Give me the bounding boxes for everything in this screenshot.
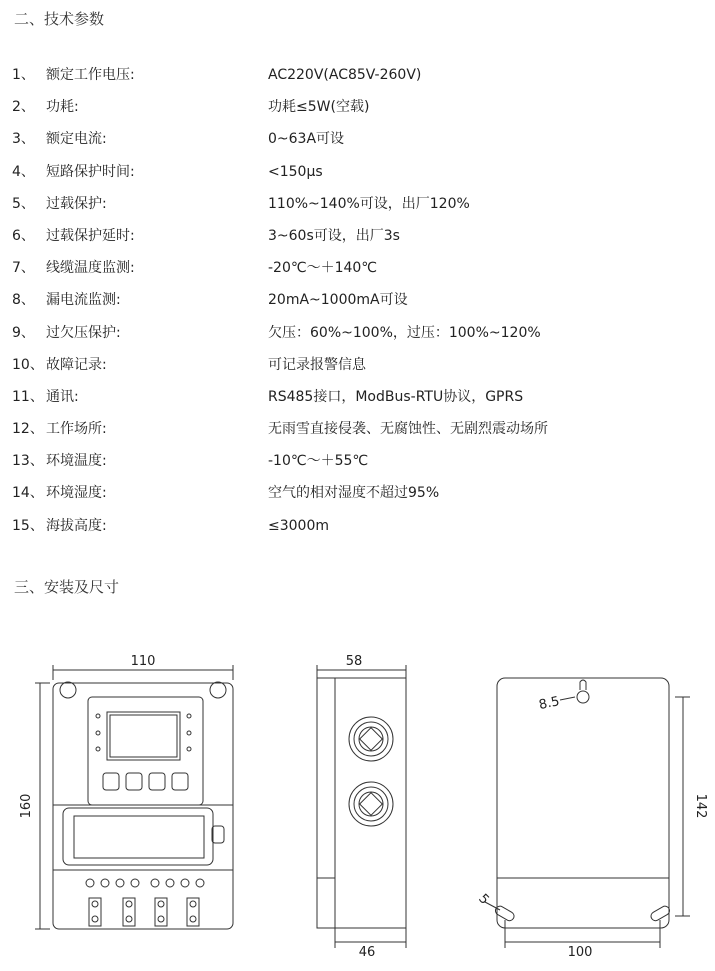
section-title-installation: 三、安装及尺寸 [14,578,120,596]
param-row [0,257,715,289]
param-label: 故障记录: [46,356,107,373]
param-value: RS485接口，ModBus-RTU协议，GPRS [268,388,524,405]
dim-hole-diameter: 8.5 [537,694,561,714]
param-row [0,515,715,547]
param-num: 1、 [12,67,35,83]
param-label: 功耗: [46,99,79,116]
param-label: 线缆温度监测: [46,260,135,277]
param-value: 欠压：60%~100%，过压：100%~120% [268,324,541,341]
front-view [35,665,233,929]
param-row [0,418,715,450]
param-num: 11、 [12,388,44,405]
params-list [0,64,715,547]
param-num: 15、 [12,517,44,534]
param-label: 通讯: [46,388,79,405]
param-num: 2、 [12,99,35,116]
param-num: 4、 [12,163,35,180]
param-value: -20℃～＋140℃ [268,260,378,277]
dim-side-depth-top: 58 [345,654,363,669]
param-num: 10、 [12,356,44,373]
param-label: 海拔高度: [46,517,107,534]
param-value: 110%~140%可设，出厂120% [268,195,470,212]
param-row [0,128,715,160]
param-num: 3、 [12,131,35,148]
vent-bottom [349,782,393,826]
param-num: 14、 [12,485,44,502]
param-num: 13、 [12,453,44,470]
param-row [0,161,715,193]
param-row [0,225,715,257]
dim-front-height: 160 [19,793,34,819]
param-row [0,450,715,482]
param-value: 0~63A可设 [268,131,345,148]
param-value: AC220V(AC85V-260V) [268,67,422,83]
param-label: 额定电流: [46,131,107,148]
param-value: <150μs [268,163,323,180]
param-row [0,322,715,354]
param-row [0,193,715,225]
param-label: 工作场所: [46,421,107,438]
param-value: 3~60s可设，出厂3s [268,227,400,244]
vent-top [349,717,393,761]
param-num: 12、 [12,421,44,438]
param-row [0,354,715,386]
param-value: -10℃～＋55℃ [268,453,369,470]
param-row [0,96,715,128]
param-value: 20mA~1000mA可设 [268,292,408,309]
section-title-technical-params: 二、技术参数 [14,10,105,28]
param-value: 可记录报警信息 [268,356,366,373]
param-label: 过载保护延时: [46,227,135,244]
param-num: 9、 [12,324,35,341]
param-value: 空气的相对湿度不超过95% [268,485,440,502]
param-row [0,289,715,321]
dim-front-width: 110 [130,654,156,669]
param-label: 短路保护时间: [46,163,135,180]
dim-back-height: 142 [693,793,708,819]
param-label: 漏电流监测: [46,292,121,309]
dim-side-depth-bottom: 46 [358,945,376,960]
param-value: 无雨雪直接侵袭、无腐蚀性、无剧烈震动场所 [268,421,548,438]
param-num: 8、 [12,292,35,309]
param-num: 6、 [12,227,35,244]
back-view [485,678,690,948]
param-label: 环境湿度: [46,485,107,502]
param-num: 7、 [12,260,35,277]
param-row [0,386,715,418]
param-label: 额定工作电压: [46,67,135,83]
dimension-drawing [0,640,715,971]
param-row [0,64,715,96]
param-value: ≤3000m [268,517,329,534]
param-label: 过载保护: [46,195,107,212]
param-row [0,482,715,514]
terminal-row-top [86,879,204,887]
param-value: 功耗≤5W(空载) [268,99,370,116]
side-view [317,665,406,948]
dim-slot-width: 5 [475,891,492,908]
param-num: 5、 [12,195,35,212]
param-label: 环境温度: [46,453,107,470]
dim-back-width: 100 [567,945,593,960]
param-label: 过欠压保护: [46,324,121,341]
